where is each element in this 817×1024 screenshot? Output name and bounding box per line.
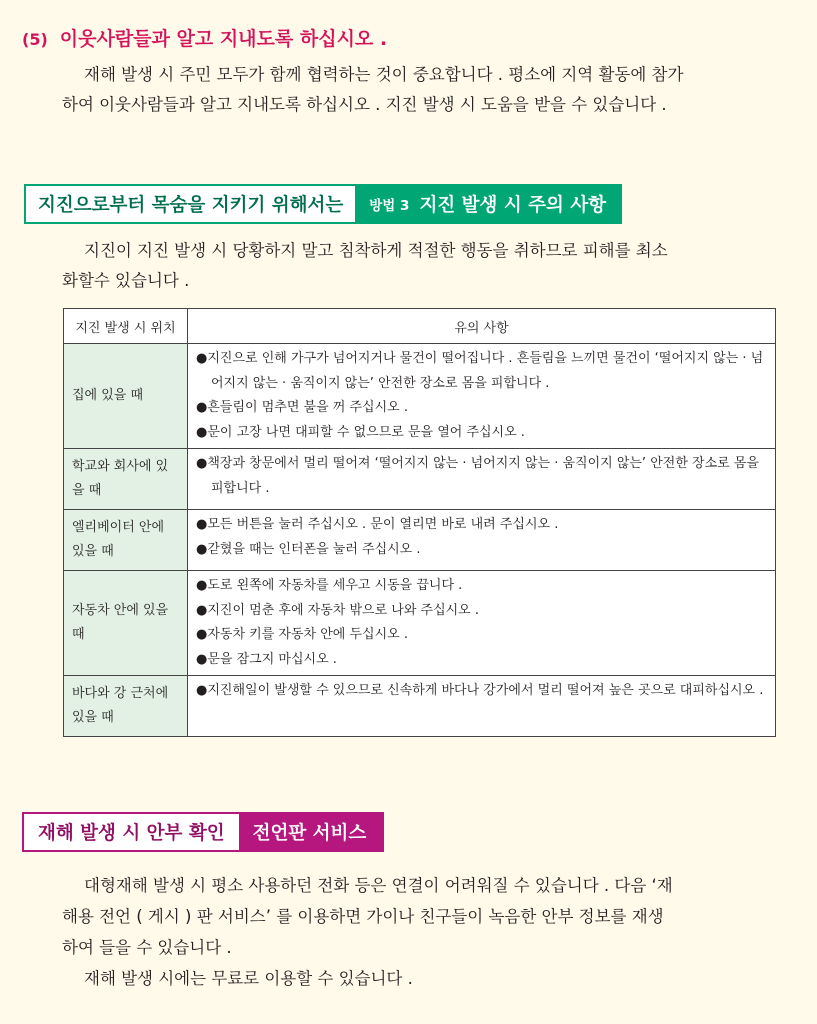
disaster-header — [22, 812, 384, 852]
earthquake-header — [24, 184, 622, 224]
notes-cell — [188, 344, 776, 449]
disaster-paragraph — [62, 870, 782, 994]
table-row — [64, 676, 776, 737]
column-header-notes: 유의 사항 — [188, 309, 776, 344]
note-item: ●지진이 멈춘 후에 자동차 밖으로 나와 주십시오 . — [196, 602, 480, 618]
paragraph-line: 해용 전언 ( 게시 ) 판 서비스’ 를 이용하면 가이나 친구들이 녹음한 안부 정보를 재생 — [62, 907, 664, 926]
notes-cell — [188, 449, 776, 510]
table-header-row — [64, 309, 776, 344]
earthquake-header-left: 지진으로부터 목숨을 지키기 위해서는 — [24, 184, 357, 224]
notes-cell — [188, 676, 776, 737]
table-row — [64, 571, 776, 676]
column-header-location: 지진 발생 시 위치 — [64, 309, 188, 344]
note-item: ●지진해일이 발생할 수 있으므로 신속하게 바다나 강가에서 멀리 떨어져 높은 곳으로 대피하십시오 . — [196, 683, 764, 698]
table-row — [64, 344, 776, 449]
method-label: 방법 3 — [369, 198, 410, 214]
paragraph-line: 재해 발생 시 주민 모두가 함께 협력하는 것이 중요합니다 . 평소에 지역 활동에 참가 — [84, 65, 684, 84]
earthquake-intro — [62, 236, 782, 296]
location-cell: 엘리베이터 안에 있을 때 — [64, 510, 188, 571]
paragraph-line: 대형재해 발생 시 평소 사용하던 전화 등은 연결이 어려워질 수 있습니다 . 다음 ‘재 — [84, 876, 673, 895]
notes-cell — [188, 510, 776, 571]
section-paragraph — [62, 60, 782, 120]
table-row — [64, 449, 776, 510]
note-item: ●갇혔을 때는 인터폰을 눌러 주십시오 . — [196, 541, 421, 557]
paragraph-line: 지진이 지진 발생 시 당황하지 말고 침착하게 적절한 행동을 취하므로 피해를 최소 — [84, 241, 668, 260]
paragraph-line: 재해 발생 시에는 무료로 이용할 수 있습니다 . — [84, 969, 413, 988]
location-cell: 학교와 회사에 있을 때 — [64, 449, 188, 510]
note-item: ●문이 고장 나면 대피할 수 없으므로 문을 열어 주십시오 . — [196, 424, 525, 440]
paragraph-line: 하여 들을 수 있습니다 . — [62, 938, 232, 957]
note-item: ●도로 왼쪽에 자동차를 세우고 시동을 끕니다 . — [196, 578, 463, 593]
note-item: ●모든 버튼을 눌러 주십시오 . 문이 열리면 바로 내려 주십시오 . — [196, 517, 559, 532]
paragraph-line: 하여 이웃사람들과 알고 지내도록 하십시오 . 지진 발생 시 도움을 받을 수 있습니다 . — [62, 95, 667, 114]
section-title-text: 이웃사람들과 알고 지내도록 하십시오 . — [59, 28, 388, 50]
caution-table — [63, 308, 776, 737]
paragraph-line: 화할수 있습니다 . — [62, 271, 190, 290]
section-number: (5) — [22, 30, 48, 49]
disaster-header-left: 재해 발생 시 안부 확인 — [22, 812, 241, 852]
notes-cell — [188, 571, 776, 676]
note-item: ●흔들림이 멈추면 불을 꺼 주십시오 . — [196, 400, 408, 415]
location-cell: 집에 있을 때 — [64, 344, 188, 449]
note-item: ●책장과 창문에서 멀리 떨어져 ‘떨어지지 않는 · 넘어지지 않는 · 움직이지 않는’ 안전한 장소로 몸을 피합니다 . — [196, 456, 759, 496]
note-item: ●지진으로 인해 가구가 넘어지거나 물건이 떨어집니다 . 흔들림을 느끼면 물건이 ‘떨어지지 않는 · 넘어지지 않는 · 움직이지 않는’ 안전한 장소로 몸을 피합니다 . — [196, 351, 764, 391]
table-row — [64, 510, 776, 571]
disaster-header-right: 전언판 서비스 — [241, 812, 385, 852]
note-item: ●문을 잠그지 마십시오 . — [196, 651, 337, 667]
section-title — [22, 24, 387, 51]
note-item: ●자동차 키를 자동차 안에 두십시오 . — [196, 627, 408, 642]
location-cell: 자동차 안에 있을 때 — [64, 571, 188, 676]
earthquake-header-right — [357, 184, 622, 224]
location-cell: 바다와 강 근처에 있을 때 — [64, 676, 188, 737]
earthquake-header-title: 지진 발생 시 주의 사항 — [419, 195, 607, 216]
